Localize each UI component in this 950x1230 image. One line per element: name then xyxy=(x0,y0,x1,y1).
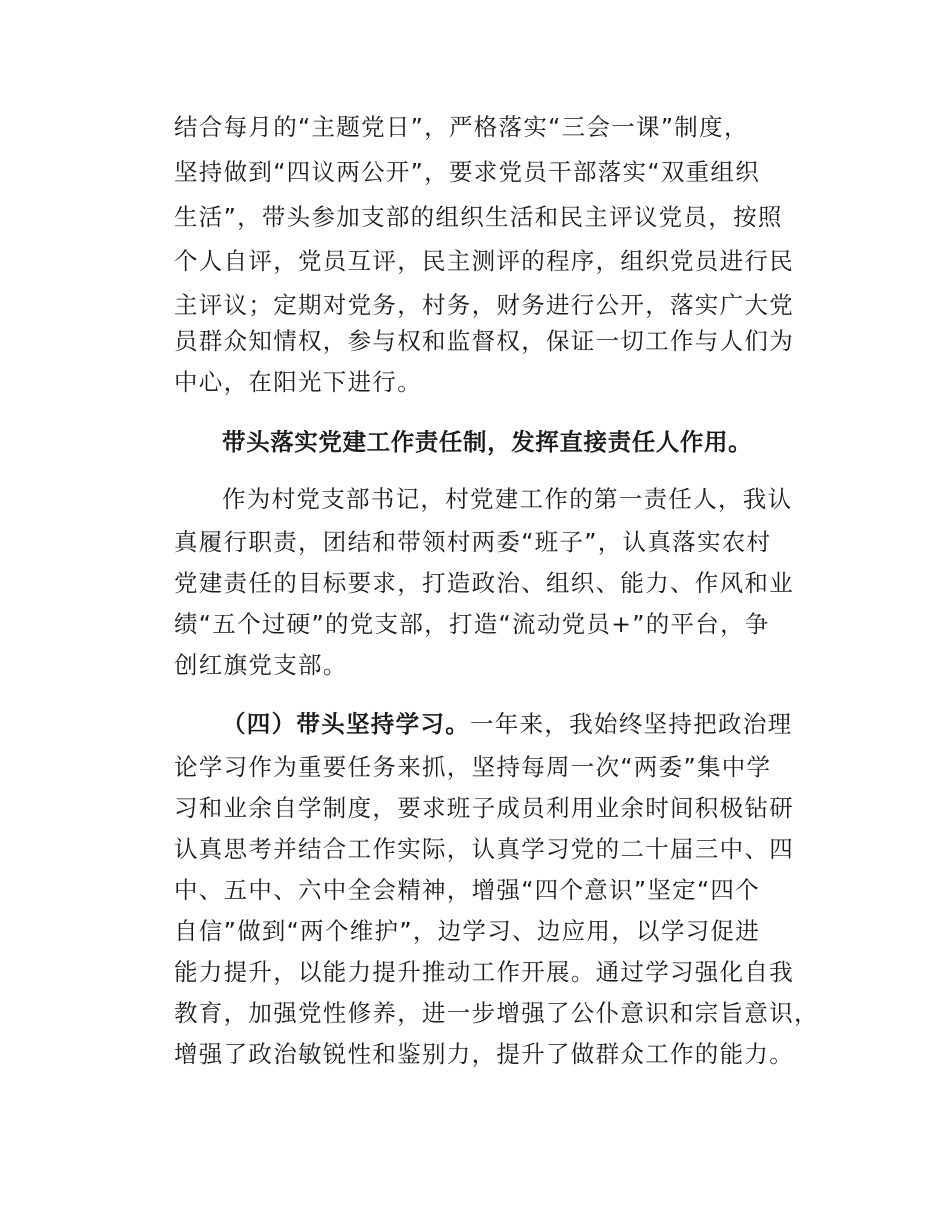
section-4-line: 中、五中、六中全会精神，增强“四个意识”坚定“四个 xyxy=(174,876,761,904)
paragraph-1-line: 生活”，带头参加支部的组织生活和民主评议党员，按照 xyxy=(174,203,783,231)
section-4-line: 论学习作为重要任务来抓，坚持每周一次“两委”集中学 xyxy=(174,753,772,781)
paragraph-2-line: 创红旗党支部。 xyxy=(174,651,348,679)
section-4-lead-text: 一年来，我始终坚持把政治理 xyxy=(470,710,793,738)
section-4-first-line xyxy=(222,709,862,739)
paragraph-1-line: 员群众知情权，参与权和监督权，保证一切工作与人们为 xyxy=(174,327,794,355)
paragraph-2-line: 真履行职责，团结和带领村两委“班子”，认真落实农村 xyxy=(174,528,772,556)
paragraph-1-line: 结合每月的“主题党日”，严格落实“三会一课”制度， xyxy=(174,113,749,141)
section-4-line: 认真思考并结合工作实际，认真学习党的二十届三中、四 xyxy=(174,835,794,863)
section-4-line: 能力提升，以能力提升推动工作开展。通过学习强化自我 xyxy=(174,958,794,986)
section-4-line: 习和业余自学制度，要求班子成员利用业余时间积极钻研 xyxy=(174,794,794,822)
section-4-line: 教育，加强党性修养，进一步增强了公仆意识和宗旨意识， xyxy=(174,999,819,1027)
paragraph-1-line: 个人自评，党员互评，民主测评的程序，组织党员进行民 xyxy=(174,247,794,275)
paragraph-1-line: 中心，在阳光下进行。 xyxy=(174,368,422,396)
paragraph-1-line: 坚持做到“四议两公开”，要求党员干部落实“双重组织 xyxy=(174,158,761,186)
paragraph-2-line: 作为村党支部书记，村党建工作的第一责任人，我认 xyxy=(222,485,793,513)
paragraph-1-line: 主评议；定期对党务，村务，财务进行公开，落实广大党 xyxy=(174,291,794,319)
section-4-number: （四） xyxy=(222,710,297,738)
paragraph-2-line: 党建责任的目标要求，打造政治、组织、能力、作风和业 xyxy=(174,569,794,597)
paragraph-2-line: 绩“五个过硬”的党支部，打造“流动党员+”的平台，争 xyxy=(174,610,770,638)
section-4-line: 增强了政治敏锐性和鉴别力，提升了做群众工作的能力。 xyxy=(174,1040,794,1068)
section-4-title: 带头坚持学习。 xyxy=(296,710,471,738)
section-heading: 带头落实党建工作责任制，发挥直接责任人作用。 xyxy=(222,428,753,456)
section-4-line: 自信”做到“两个维护”，边学习、边应用，以学习促进 xyxy=(174,917,761,945)
